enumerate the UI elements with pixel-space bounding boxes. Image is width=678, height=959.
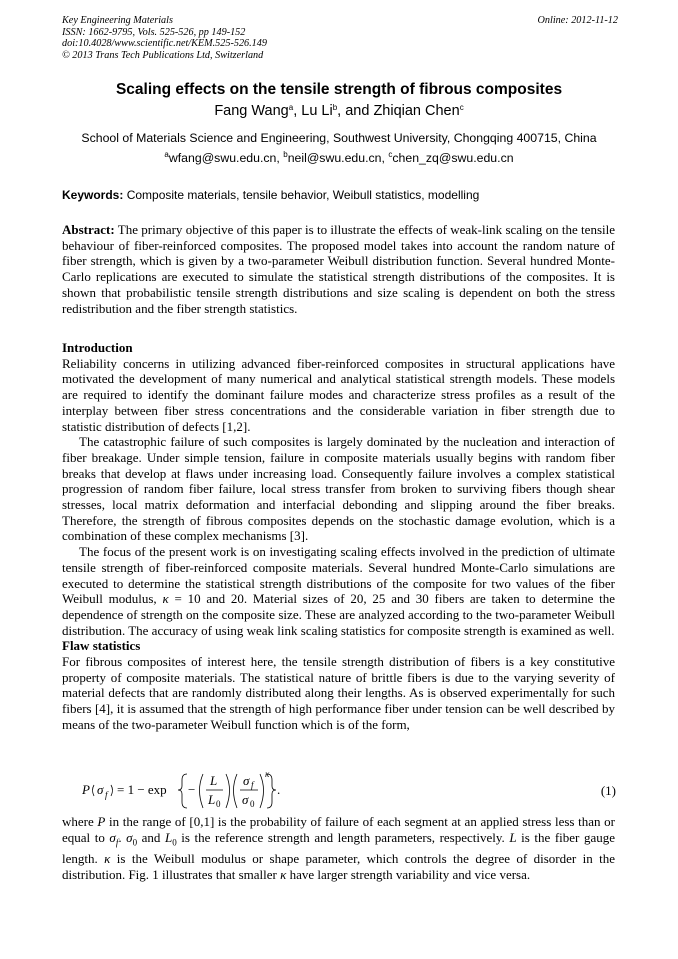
paragraph-text: is the fiber gauge length. [62,829,615,866]
paper-title: Scaling effects on the tensile strength of fibrous composites [115,81,563,98]
symbol-subscript: 0 [132,837,138,848]
paragraph-text: = 10 and 20. Material sizes of 20, 25 and 30 fibers are taken to determine the dependence of strength on the composite size. These are analyzed according to the two-parameter Weibull distribution. The accuracy of using weak link scaling statistics for composite strength is examined as well. [62,591,616,638]
symbol-sigma-0: σ [126,829,133,845]
eq-big-right-paren-2 [260,774,264,808]
abstract-text: The primary objective of this paper is to illustrate the effects of weak-link scaling on the tensile behaviour of fiber-reinforced composites. The proposed model takes into account the random nature of fiber strength, which is given by a two-parameter Weibull distribution function. Several hundred Monte-Carlo replications are executed to simulate the statistical strength distributions of the composites. It is shown that probabilistic tensile strength distributions and size scaling is dependent on both the stress redistribution and the fiber strength statistics. [62,222,615,316]
paragraph-text: is the Weibull modulus or shape parameter, which controls the degree of disorder in the distribution. Fig. 1 illustrates that smaller [62,851,615,882]
paragraph-text: is the reference strength and length parameters, respectively. [176,829,510,845]
author-separator: , [293,103,302,119]
eq-left-paren [93,785,95,796]
paragraph-text: and [137,829,165,845]
eq-period: . [277,782,281,797]
email-separator: , [381,151,389,165]
email-mark: c [388,150,393,159]
section-heading-introduction: Introduction [62,340,133,355]
abstract [62,222,615,316]
author-name: Fang Wang [214,103,289,119]
email-list [0,151,678,165]
abstract-label: Abstract: [62,222,115,237]
paragraph-text: in the range of [0,1] is the probability of failure of each segment at an applied stress less than or equal to [62,814,615,845]
journal-issn: ISSN: 1662-9795, Vols. 525-526, pp 149-152 [62,26,246,38]
paragraph-text: have larger strength variability and vice versa. [286,866,531,882]
section-heading-flaw-statistics: Flaw statistics [62,638,141,654]
journal-header [62,15,618,61]
author-affil-mark: a [288,103,294,112]
symbol-sigma-f: σ [109,829,116,845]
eq-L0-sub: 0 [216,799,221,809]
eq-sigma-f: σ [243,773,250,788]
eq-sigma-f-sub: f [251,780,254,790]
email-address: neil@swu.edu.cn [287,151,382,165]
symbol-L0: L [165,829,173,845]
author-list [0,103,678,119]
online-date: Online: 2012-11-12 [537,15,618,26]
paragraph: The catastrophic failure of such composites is largely dominated by the nucleation and interaction of fiber breakage. Under simple tension, failure in composite materials usually begins with random fiber breaks that develop at flaws under increasing load. Consequently failure involves a complex statistical progression of random fiber failure, local stress transfer from broken to surviving fibers though shear stresses, local matrix deformation and interfacial debonding and slipping around the fiber breaks. Therefore, the strength of fibrous composites depends on the stochastic damage evolution, which is a combination of these complex mechanisms [3]. [62,434,615,544]
equation-graphic [82,770,282,818]
eq-equals-exp: = 1 − exp [117,782,167,797]
email-mark: a [164,150,169,159]
email-address: wfang@swu.edu.cn [168,151,277,165]
keywords-text: Composite materials, tensile behavior, Weibull statistics, modelling [123,188,480,202]
eq-L0: L [208,792,216,807]
eq-sigma-sub: f [105,790,108,800]
eq-right-brace [267,774,276,808]
author-affil-mark: b [332,103,338,112]
body-text [62,340,615,733]
eq-sigma-0-sub: 0 [250,799,255,809]
keywords [62,188,618,202]
paragraph-text: . [118,829,127,845]
eq-big-right-paren [226,774,230,808]
keywords-label: Keywords: [62,188,124,202]
eq-minus: − [188,782,196,797]
email-separator: , [276,151,284,165]
paragraph-text: where [62,814,98,829]
symbol-subscript: f [115,837,119,848]
equation-1 [82,770,616,818]
journal-name: Key Engineering Materials [62,15,173,26]
journal-copyright: © 2013 Trans Tech Publications Ltd, Switzerland [62,49,264,61]
eq-big-left-paren [200,774,204,808]
author-name: Lu Li [301,103,333,119]
paragraph-after-equation [62,814,615,882]
symbol-kappa: κ [104,851,111,866]
symbol-L: L [509,829,517,845]
eq-kappa: κ [265,770,270,779]
journal-doi: doi:10.4028/www.scientific.net/KEM.525-526.149 [62,38,267,49]
author-separator: , and [337,103,374,119]
symbol-kappa: κ [280,866,287,882]
eq-sigma-0: σ [242,792,249,807]
eq-sigma: σ [97,782,104,797]
eq-big-left-paren-2 [234,774,238,808]
affiliation: School of Materials Science and Engineering, Southwest University, Chongqing 400715, China [81,131,597,145]
symbol-subscript: 0 [172,837,177,848]
author-name: Zhiqian Chen [373,103,460,119]
paragraph-text: The focus of the present work is on investigating scaling effects involved in the prediction of ultimate tensile strength of fiber-reinforced composite materials. Several hundred Monte-Carlo simulations are executed to determine the statistical strength distributions of the composite for two values of the fiber Weibull modulus, [62,544,615,607]
kappa-symbol: κ [162,591,169,607]
eq-right-paren [111,785,113,796]
paragraph [62,544,615,638]
email-mark: b [283,150,288,159]
paragraph: Reliability concerns in utilizing advanced fiber-reinforced composites in structural applications have motivated the development of many numerical and analytical statistical strength models. These models are required to identify the dominant failure modes and characterize stress profiles as a result of the interplay between fiber stress concentrations and the considerable variation in fiber strength due to statistic distribution of defects [1,2]. [62,355,615,434]
paragraph: For fibrous composites of interest here, the tensile strength distribution of fibers is a key constitutive property of composite materials. The statistical nature of brittle fibers is due to the varying severity of material defects that are randomly distributed along their lengths. As is observed experimentally for such fibers [4], it is assumed that the strength of high performance fiber under tension can be well described by means of the two-parameter Weibull function which is of the form, [62,654,615,732]
eq-P: P [82,782,90,797]
author-affil-mark: c [459,103,464,112]
eq-left-brace [178,774,187,808]
eq-L: L [210,773,218,788]
equation-number: (1) [600,783,616,798]
symbol-P: P [97,814,106,829]
email-address: chen_zq@swu.edu.cn [392,151,514,165]
